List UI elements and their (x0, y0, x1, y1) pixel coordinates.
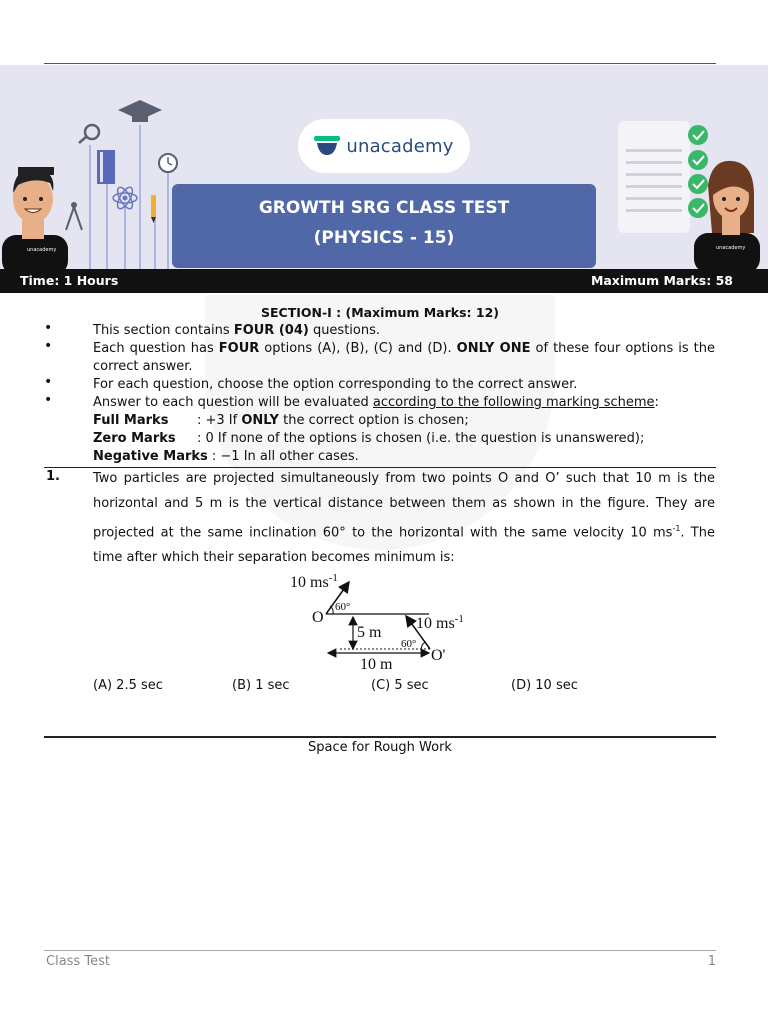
info-bar (0, 269, 768, 293)
instruction-4: Answer to each question will be evaluated according to the following marking scheme: (93, 395, 659, 410)
point-o-prime-label: O' (431, 647, 446, 664)
check-icon (688, 174, 708, 194)
clock-icon (159, 154, 177, 172)
bullet-icon: • (44, 338, 53, 354)
header-banner (0, 65, 768, 270)
study-illustration (0, 95, 190, 270)
question-number: 1. (46, 469, 60, 484)
rough-work-label: Space for Rough Work (308, 740, 452, 755)
vertical-distance-label: 5 m (357, 624, 382, 641)
point-o-label: O (312, 609, 324, 626)
check-icon (688, 198, 708, 218)
time-label: Time: 1 Hours (20, 273, 119, 288)
page-number: 1 (707, 954, 716, 969)
title-line-1: GROWTH SRG CLASS TEST (258, 198, 510, 218)
option-b: (B) 1 sec (232, 678, 290, 693)
test-title (172, 184, 596, 268)
logo (298, 119, 470, 173)
option-a: (A) 2.5 sec (93, 678, 163, 693)
compass-icon (66, 202, 82, 230)
angle-label-2: 60° (401, 638, 417, 650)
instruction-2: Each question has FOUR options (A), (B), (C) and (D). ONLY ONE of these four options is the correct answer. (93, 341, 715, 374)
negative-marks-row: Negative Marks : −1 In all other cases. (93, 449, 359, 464)
book-icon (97, 150, 115, 184)
title-line-2: (PHYSICS - 15) (313, 228, 455, 248)
zero-marks-row: Zero Marks : 0 If none of the options is chosen (i.e. the question is unanswered); (93, 431, 645, 446)
option-c: (C) 5 sec (371, 678, 429, 693)
velocity-label-2: 10 $ms^{-1}$ (416, 613, 464, 632)
full-marks-row: Full Marks : +3 If ONLY the correct option is chosen; (93, 413, 469, 428)
atom-icon (113, 185, 137, 211)
rough-work-divider (44, 736, 716, 738)
velocity-label-1: 10 $ms^{-1}$ (290, 572, 338, 591)
logo-text: unacademy (346, 135, 454, 157)
footer-divider (44, 950, 716, 951)
question-text: Two particles are projected simultaneously from two points O and O’ such that 10 m is the horizontal and 5 m is the vertical distance between them as shown in the figure. They are projected at the same inclination 60° to the horizontal with the same velocity 10 $ms^{-1}$. The time after which their separation becomes minimum is: (93, 471, 715, 566)
mascot-badge: unacademy (27, 247, 57, 253)
bullet-icon: • (44, 392, 53, 408)
bullet-icon: • (44, 320, 53, 336)
instruction-3: For each question, choose the option corresponding to the correct answer. (93, 377, 578, 392)
max-marks-label: Maximum Marks: 58 (590, 273, 733, 288)
check-icon (688, 125, 708, 145)
projectile-figure (285, 563, 485, 675)
horizontal-distance-label: 10 m (360, 656, 393, 673)
magnifier-icon (79, 125, 99, 143)
bullet-icon: • (44, 374, 53, 390)
angle-label-1: 60° (335, 601, 351, 613)
check-icon (688, 150, 708, 170)
section-heading: SECTION-I : (Maximum Marks: 12) (260, 305, 499, 320)
unacademy-logo-icon (314, 136, 340, 156)
footer-label: Class Test (46, 954, 110, 969)
option-d: (D) 10 sec (511, 678, 578, 693)
instruction-1: This section contains FOUR (04) questions. (93, 323, 381, 338)
graduation-cap-icon (118, 100, 162, 122)
top-divider (44, 63, 716, 64)
student-mascot-icon (2, 167, 68, 270)
svg-text:unacademy: unacademy (716, 245, 746, 251)
checklist-illustration (612, 115, 768, 270)
